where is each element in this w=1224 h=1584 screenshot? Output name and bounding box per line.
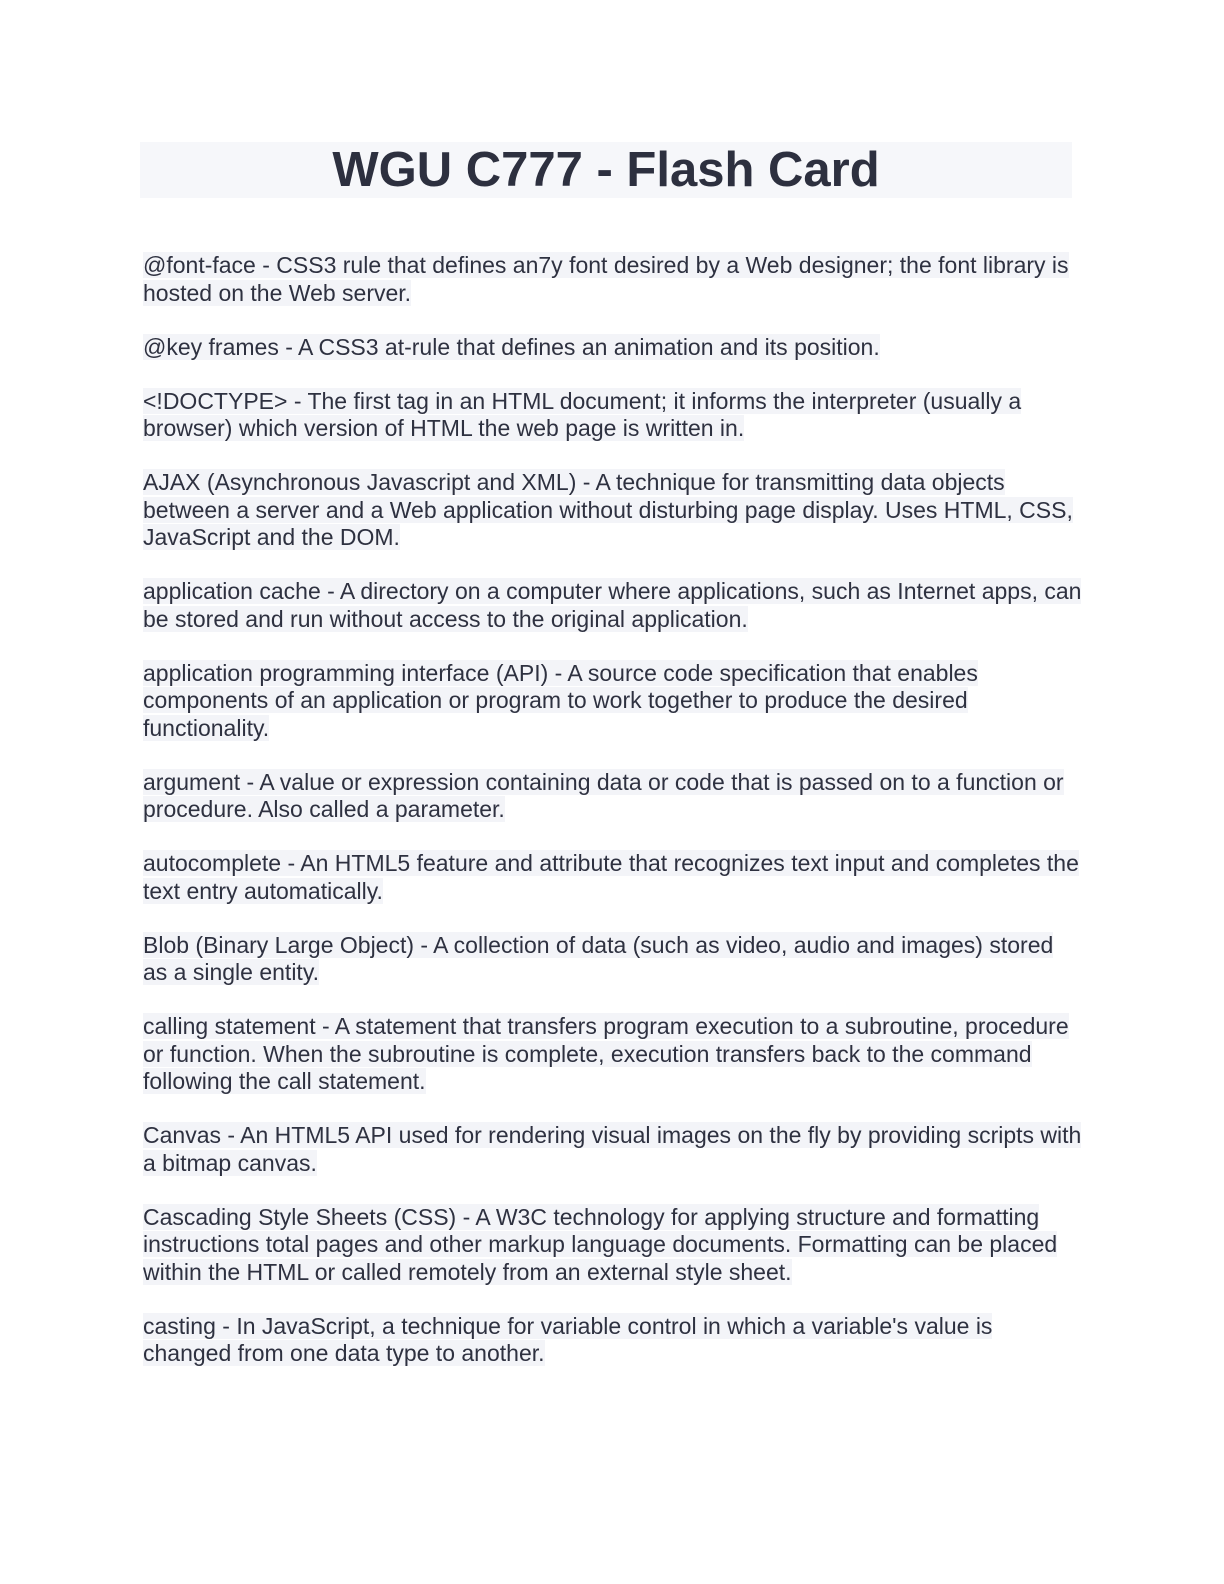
- flash-card-text: Cascading Style Sheets (CSS) - A W3C technology for applying structure and formatting instructions total pages and other markup language documents. Formatting can be placed within the HTML or called remotely from an external style sheet.: [143, 1203, 1058, 1285]
- flash-card-text: application programming interface (API) - A source code specification that enables components of an application or program to work together to produce the desired functionality.: [143, 659, 978, 741]
- flash-card-text: Blob (Binary Large Object) - A collection of data (such as video, audio and images) stored as a single entity.: [143, 931, 1054, 985]
- flash-card-text: Canvas - An HTML5 API used for rendering visual images on the fly by providing scripts with a bitmap canvas.: [143, 1122, 1082, 1176]
- flash-card-text: <!DOCTYPE> - The first tag in an HTML document; it informs the interpreter (usually a browser) which version of HTML the web page is written in.: [143, 387, 1022, 441]
- flash-card-entry: [143, 252, 1083, 307]
- flash-card-entry: [143, 850, 1083, 905]
- flash-card-entry: [143, 1204, 1083, 1287]
- flash-card-list: [143, 252, 1083, 1394]
- flash-card-text: application cache - A directory on a computer where applications, such as Internet apps, can be stored and run without access to the original application.: [143, 578, 1082, 632]
- flash-card-entry: [143, 660, 1083, 743]
- flash-card-text: casting - In JavaScript, a technique for variable control in which a variable's value is changed from one data type to another.: [143, 1312, 993, 1366]
- flash-card-text: argument - A value or expression containing data or code that is passed on to a function or procedure. Also called a parameter.: [143, 768, 1064, 822]
- page-title: WGU C777 - Flash Card: [332, 143, 880, 197]
- flash-card-entry: [143, 578, 1083, 633]
- flash-card-text: autocomplete - An HTML5 feature and attribute that recognizes text input and completes the text entry automatically.: [143, 850, 1079, 904]
- flash-card-text: @key frames - A CSS3 at-rule that defines an animation and its position.: [143, 333, 880, 360]
- flash-card-entry: [143, 1313, 1083, 1368]
- flash-card-text: AJAX (Asynchronous Javascript and XML) - A technique for transmitting data objects between a server and a Web application without disturbing page display. Uses HTML, CSS, JavaScript and the DOM.: [143, 469, 1073, 550]
- flash-card-entry: [143, 1013, 1083, 1096]
- flash-card-entry: [143, 388, 1083, 443]
- flash-card-entry: [143, 769, 1083, 824]
- flash-card-entry: [143, 334, 1083, 362]
- flash-card-text: @font-face - CSS3 rule that defines an7y font desired by a Web designer; the font library is hosted on the Web server.: [143, 252, 1069, 306]
- flash-card-entry: [143, 932, 1083, 987]
- flash-card-entry: [143, 1122, 1083, 1177]
- flash-card-entry: [143, 469, 1083, 552]
- flash-card-text: calling statement - A statement that transfers program execution to a subroutine, procedure or function. When the subroutine is complete, execution transfers back to the command following the call statement.: [143, 1013, 1069, 1094]
